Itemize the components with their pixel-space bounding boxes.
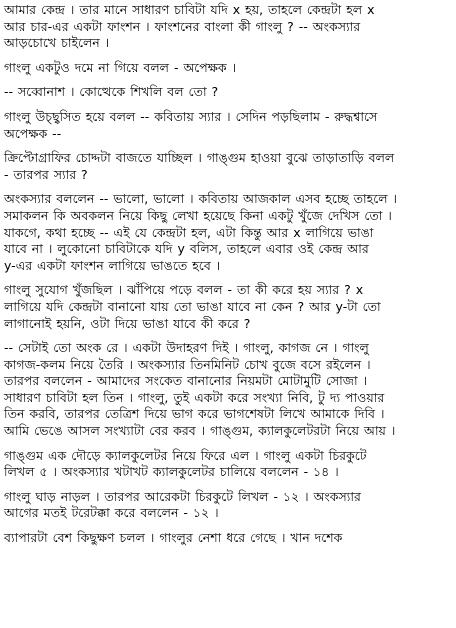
text-line: সমাকলন কি অবকলন নিয়ে কিছু লেখা হয়েছে কিনা একটু খুঁজে দেখিস তো । (4, 207, 392, 223)
text-line: y-এর একটা ফাংশন লাগিয়ে ভাঙতে হবে । (4, 257, 221, 273)
text-line: আড়চোখে চাইলেন । (4, 35, 110, 51)
paragraph-9 (4, 448, 450, 481)
text-line: আমি ভেঙে আসল সংখ্যাটা বের করব । গাঙ্গুম, ক্যালকুলেটরটা নিয়ে আয় । (4, 423, 396, 439)
paragraph-7 (4, 282, 450, 332)
text-line: গাংলু একটুও দমে না গিয়ে বলল - অপেক্ষক । (4, 59, 237, 75)
text-line: যাকগে, কথা হচ্ছে -- এই যে কেন্দ্রটা হল, এটা কিন্তু আর x লাগিয়ে ভাঙা (4, 224, 374, 240)
paragraph-2 (4, 60, 450, 77)
text-line: লাগানোই হয়নি, ওটা দিয়ে ভাঙা যাবে কী করে ? (4, 315, 251, 331)
text-line: কাগজ-কলম নিয়ে তৈরি । অংকস্যার তিনমিনিট চোখ বুজে বসে রইলেন । (4, 356, 371, 372)
text-line: যাবে না । লুকোনো চাবিটাকে যদি y বলিস, তাহলে এবার ওই কেন্দ্র আর (4, 241, 369, 257)
paragraph-11 (4, 530, 450, 547)
text-line: ক্রিপ্টোগ্রাফির চোদ্দটা বাজতে যাচ্ছিল । গাঙ্গুম হাওয়া বুঝে তাড়াতাড়ি বলল (4, 150, 395, 166)
text-line: - তারপর স্যার ? (4, 166, 88, 182)
text-line: গাংলু সুযোগ খুঁজছিল । ঝাঁপিয়ে পড়ে বলল - তা কী করে হয় স্যার ? x (4, 282, 364, 298)
text-line: আর চার-এর একটা ফাংশন । ফাংশনের বাংলা কী গাংলু ? -- অংকস্যার (4, 18, 361, 34)
text-line: গাঙ্গুম এক দৌড়ে ক্যালকুলেটর নিয়ে ফিরে এল । গাংলু একটা চিরকুটে (4, 447, 367, 463)
text-line: লিখল ৫ । অংকস্যার খটাখট ক্যালকুলেটর চালিয়ে বললেন - ১৪ । (4, 464, 339, 480)
text-line: গাংলু ঘাড় নাড়ল । তারপর আরেকটা চিরকুটে লিখল - ১২ । অংকস্যার (4, 488, 361, 504)
text-line: সাধারণ চাবিটা হল তিন । গাংলু, তুই একটা করে সংখ্যা নিবি, টু দ্য পাওয়ার (4, 389, 385, 405)
paragraph-3 (4, 84, 450, 101)
text-line: অংকস্যার বললেন -- ভালো, ভালো । কবিতায় আজকাল এসব হচ্ছে তাহলে । (4, 191, 397, 207)
text-line: অপেক্ষক -- (4, 125, 62, 141)
paragraph-5 (4, 150, 450, 183)
text-line: আগের মতই টরেটক্কা করে বললেন - ১২ । (4, 505, 219, 521)
text-line: লাগিয়ে যদি কেন্দ্রটা বানানো যায় তো ভাঙা যাবে না কেন ? আর y-টা তো (4, 298, 381, 314)
text-line: -- সেটাই তো অংক রে । একটা উদাহরণ দিই । গাংলু, কাগজ নে । গাংলু (4, 340, 369, 356)
text-line: তিন করবি, তারপর তেত্রিশ দিয়ে ভাগ করে ভাগশেষটা লিখে আমাকে দিবি । (4, 406, 385, 422)
text-line: আমার কেন্দ্র । তার মানে সাধারণ চাবিটা যদি x হয়, তাহলে কেন্দ্রটা হল x (4, 2, 375, 17)
paragraph-1 (4, 2, 450, 52)
text-line: -- সব্বোনাশ । কোত্থেকে শিখলি বল তো ? (4, 84, 219, 100)
text-line: তারপর বললেন - আমাদের সংকেত বানানোর নিয়মটা মোটামুটি সোজা । (4, 373, 368, 389)
text-line: ব্যাপারটা বেশ কিছুক্ষণ চলল । গাংলুর নেশা ধরে গেছে । খান দশেক (4, 530, 343, 546)
paragraph-4 (4, 109, 450, 142)
text-line: গাংলু উচ্ছ্বসিত হয়ে বলল -- কবিতায় স্যার । সেদিন পড়ছিলাম - রুদ্ধশ্বাসে (4, 108, 378, 124)
paragraph-8 (4, 340, 450, 440)
paragraph-10 (4, 489, 450, 522)
paragraph-6 (4, 191, 450, 274)
